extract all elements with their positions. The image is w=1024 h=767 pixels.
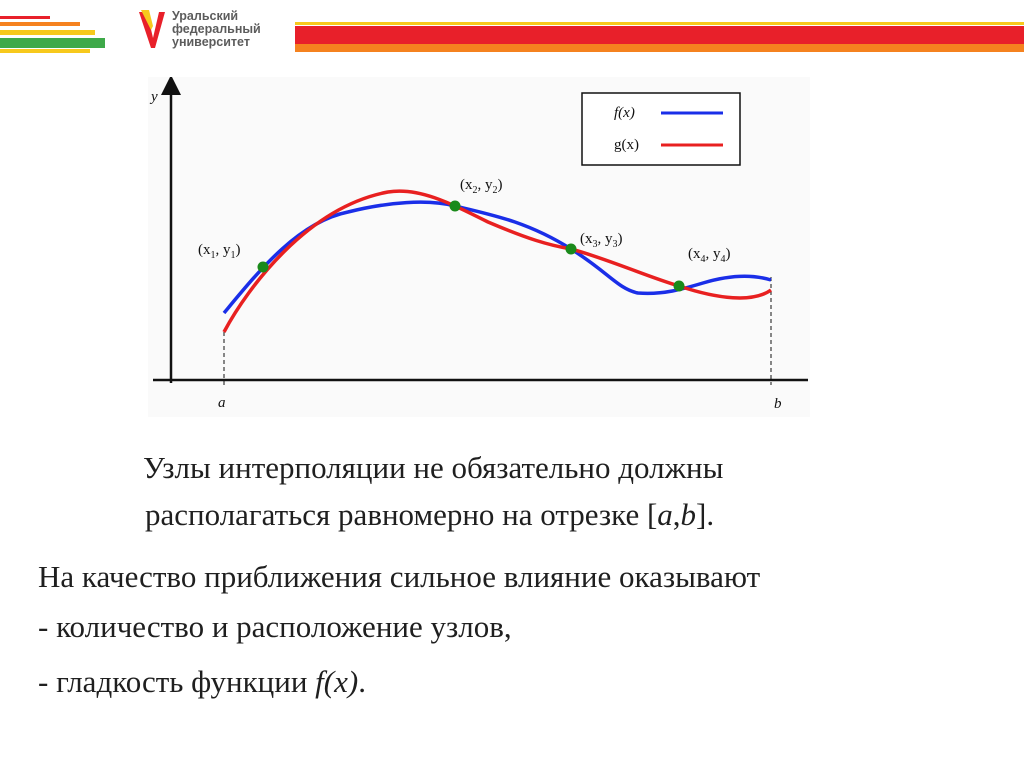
text-line-5: - гладкость функции f(x).: [38, 664, 366, 699]
node-3: [566, 244, 577, 255]
legend-box: [582, 93, 740, 165]
left-stripe-red: [0, 16, 50, 19]
logo-icon: [137, 8, 167, 56]
text-line-2: располагаться равномерно на отрезке [a,b].: [145, 497, 715, 532]
legend-g-label: g(x): [614, 137, 639, 153]
left-stripe-orange: [0, 22, 80, 26]
segment-a: a: [657, 497, 673, 532]
legend-f-label: f(x): [614, 105, 635, 121]
text-line-1: Узлы интерполяции не обязательно должны: [143, 450, 724, 485]
logo-line-1: Уральский: [172, 9, 239, 23]
node-3-label: ($x_3$, $y_3$): [580, 231, 623, 250]
x-label-a: a: [218, 395, 226, 411]
segment-b: b: [680, 497, 697, 532]
node-2: [450, 201, 461, 212]
node-1-label: ($x_1$, $y_1$): [198, 242, 241, 261]
logo-text: [172, 10, 261, 49]
right-bar-orange: [295, 44, 1024, 52]
logo-line-2: федеральный: [172, 22, 261, 36]
right-bar-yellow: [295, 22, 1024, 25]
left-stripe-green: [0, 38, 105, 48]
left-stripe-yellow-2: [0, 49, 90, 53]
left-stripe-yellow: [0, 30, 95, 35]
interpolation-figure: [148, 77, 810, 417]
legend: [582, 93, 740, 165]
text-line-4: - количество и расположение узлов,: [38, 609, 512, 644]
function-f: f(x): [315, 664, 359, 699]
y-axis-label: y: [151, 89, 158, 105]
node-2-label: ($x_2$, $y_2$): [460, 177, 503, 196]
x-label-b: b: [774, 396, 782, 412]
node-4: [674, 281, 685, 292]
logo-line-3: университет: [172, 35, 250, 49]
node-4-label: ($x_4$, $y_4$): [688, 246, 731, 265]
node-1: [258, 262, 269, 273]
text-line-3: На качество приближения сильное влияние оказывают: [38, 559, 761, 594]
